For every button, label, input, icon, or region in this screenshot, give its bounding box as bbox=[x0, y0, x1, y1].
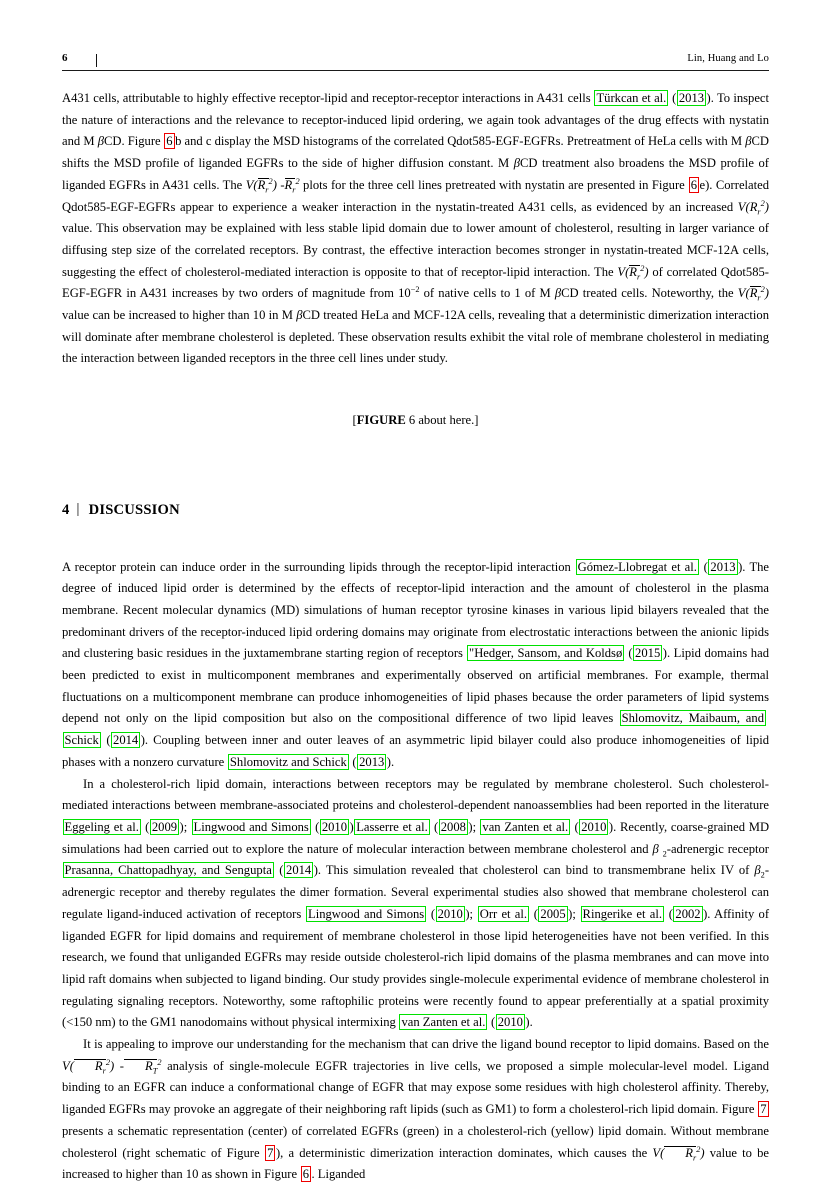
citation-van-zanten-year[interactable]: 2010 bbox=[581, 819, 607, 834]
section-separator: | bbox=[76, 500, 80, 517]
citation-eggeling-year[interactable]: 2009 bbox=[151, 819, 178, 834]
paragraph-discussion-2: In a cholesterol-rich lipid domain, interactions between receptors may be regulated by membrane cholesterol. Such cholesterol-mediated interactions between membrane-associated proteins and cholesterol-dependent nanoassemblies had been reported in the literature Eggeling et al. ( 2009 ); Lingwood and Simons ( 2010 ) Lasserre et al. ( 2008 ); van Zanten et al. ( 2010 ). Recently, coarse-grained MD simulations had been carried out to explore the nature of molecular interaction between membrane cholesterol and β $_2$-adrenergic receptor Prasanna, Chattopadhyay, and Sengupta ( 2014 ). This simulation revealed that cholesterol can bind to transmembrane helix IV of $\beta_2$-adrenergic receptor and thereby regulates the dimer formation. Several experimental studies also showed that membrane cholesterol can regulate ligand-induced activation of receptors Lingwood and Simons ( 2010 ); Orr et al. ( 2005 ); Ringerike et al. ( 2002 ). Affinity of liganded EGFR for lipid domains and requirement of membrane cholesterol in those lipid heterogeneities have not been verified. In this research, we found that unliganded EGFRs may reside outside cholesterol-rich lipid domains of the plasma membranes and can move into lipid raft domains when subjected to ligand binding. Our study provides single-molecule experimental evidence of membrane cholesterol in regulating signaling receptors. Noteworthy, some raftophilic proteins were recently found to appear preferentially at a spatial proximity (<150 nm) to the GM1 nanodomains without physical intermixing van Zanten et al. ( 2010 ). bbox=[62, 776, 770, 1030]
text-run: . Liganded bbox=[311, 1167, 366, 1182]
math-exp-2: 2 bbox=[157, 1057, 162, 1067]
text-run: CD treatment also broadens the MSD profile of liganded EGFRs in A431 cells. The bbox=[62, 156, 770, 192]
page-number: 6 bbox=[62, 52, 68, 64]
text-run: ; bbox=[572, 906, 581, 921]
citation-prasanna-author[interactable]: Prasanna, Chattopadhyay, and Sengupta bbox=[64, 863, 272, 878]
math-exp-2: 2 bbox=[295, 176, 300, 186]
citation-lingwood-simons-2-year[interactable]: 2010 bbox=[437, 906, 463, 921]
math-R: R bbox=[749, 286, 758, 301]
citation-turkcan-author[interactable]: Türkcan et al. bbox=[596, 91, 667, 105]
text-run: A receptor protein can induce order in the surrounding lipids through the receptor-lipid interaction bbox=[62, 559, 576, 574]
citation-gomez-llobregat-author[interactable]: Gómez-Llobregat et al. bbox=[577, 559, 697, 574]
math-variance-expression: $V(R_r^2)$ bbox=[737, 198, 769, 217]
text-run: CD. Figure bbox=[103, 134, 164, 149]
math-R-overbar bbox=[749, 286, 761, 303]
math-R-overbar bbox=[257, 177, 269, 195]
math-R-overbar bbox=[629, 264, 641, 282]
math-variance-expression: $V(R_r^2)$ bbox=[737, 285, 769, 303]
greek-beta: β bbox=[754, 863, 761, 878]
greek-beta: β bbox=[296, 308, 303, 323]
math-power-ten bbox=[398, 286, 419, 300]
text-run: . bbox=[390, 754, 395, 769]
text-run: In a cholesterol-rich lipid domain, interactions between receptors may be regulated by membrane cholesterol. Such cholesterol-mediated interactions between membrane-associated proteins and cholesterol-dependent nanoassemblies had been reported in the literature bbox=[62, 776, 769, 813]
text-run: presents a schematic representation (center) of correlated EGFRs (green) in a cholesterol-rich (yellow) lipid domain. Without membrane cholesterol (right schematic of Figure bbox=[62, 1123, 769, 1160]
figure-ref-6b[interactable]: 6 bbox=[166, 134, 173, 149]
text-run: value. This observation may be explained with less stable lipid domain due to lower amount of cholesterol, resulting in larger variance of diffusing step size of the correlated receptors. By contrast, the effective interaction becomes stronger in nystatin-treated MCF-12A cells, suggesting the effect of cholesterol-mediated interaction is opposite to that of receptor-lipid interaction. The bbox=[62, 221, 769, 279]
text-run: CD shifts the MSD profile of liganded EGFRs to the side of higher diffusion constant. M bbox=[62, 134, 769, 171]
header-divider-bar bbox=[96, 54, 97, 67]
citation-van-zanten-author[interactable]: van Zanten et al. bbox=[482, 819, 569, 834]
math-sub-T: T bbox=[152, 1066, 158, 1076]
figure-ref-6f[interactable]: 6 bbox=[302, 1167, 309, 1182]
greek-beta: β bbox=[745, 134, 752, 149]
citation-lasserre-year[interactable]: 2008 bbox=[440, 819, 466, 834]
math-exp-2: 2 bbox=[105, 1057, 110, 1067]
beta-subscript-2: 2 bbox=[760, 870, 765, 880]
math-R: R bbox=[145, 1058, 153, 1073]
math-variance-expression: $V(R_r^2)$ bbox=[617, 263, 649, 282]
math-R: R bbox=[94, 1058, 103, 1073]
running-title: Lin, Huang and Lo bbox=[687, 53, 769, 64]
math-sub-r: r bbox=[265, 185, 269, 195]
citation-ringerike-author[interactable]: Ringerike et al. bbox=[582, 906, 662, 921]
text-run: It is appealing to improve our understanding for the mechanism that can drive the ligand bound receptor to lipid domains. Based on the bbox=[83, 1037, 769, 1052]
citation-eggeling-author[interactable]: Eggeling et al. bbox=[64, 819, 139, 834]
math-exp-2: 2 bbox=[760, 285, 765, 295]
text-run: . The degree of induced lipid order is determined by the effects of receptor-lipid interaction and the amount of cholesterol in the plasma membrane. Recent molecular dynamics (MD) simulations of human receptor tyrosine kinases in various lipid bilayers revealed that the predominant drivers of the receptor-induced lipid ordering domains may originate from electrostatic interactions between the anionic lipids and clustering basic residues in the juxtamembrane starting region of receptors bbox=[62, 559, 770, 661]
text-run: value to be increased to higher than 10 as shown in Figure bbox=[62, 1145, 769, 1182]
figure-ref-6e[interactable]: 6 bbox=[690, 177, 697, 192]
text-run: -adrenergic receptor and thereby regulates the dimer formation. Several experimental studies also showed that membrane cholesterol can regulate ligand-induced activation of receptors bbox=[62, 863, 770, 921]
math-sub-r: r bbox=[636, 272, 641, 282]
math-variance-expression: V( $R_r^2) - R_T^2$ bbox=[62, 1057, 162, 1076]
text-run: . Recently, coarse-grained MD simulations had been carried out to explore the nature of molecular interaction between membrane cholesterol and bbox=[62, 819, 770, 856]
text-run: e). Correlated Qdot585-EGF-EGFRs appear to experience a weaker interaction in the nystatin-treated A431 cells, as evidenced by an increased bbox=[62, 177, 770, 214]
figure-placement-note bbox=[62, 410, 769, 432]
section-heading-discussion bbox=[62, 500, 769, 522]
text-run: 6 about here.] bbox=[405, 413, 479, 428]
math-V: V bbox=[617, 264, 626, 279]
math-exp-2: 2 bbox=[640, 263, 645, 273]
greek-beta: β bbox=[652, 841, 659, 856]
math-exp-neg2: −2 bbox=[410, 285, 420, 295]
citation-lingwood-simons-2-author[interactable]: Lingwood and Simons bbox=[308, 906, 425, 921]
math-V: V bbox=[62, 1058, 70, 1073]
text-run: CD treated HeLa and MCF-12A cells, revealing that a deterministic dimerization interaction will dominate after membrane cholesterol is depleted. These observation results exhibit the vital role of membrane cholesterol in mediating the interaction between liganded receptors in the three cell lines under study. bbox=[62, 308, 769, 366]
text-run: ; bbox=[469, 906, 478, 921]
math-R: R bbox=[629, 264, 637, 279]
citation-orr-year[interactable]: 2005 bbox=[540, 906, 566, 921]
citation-shlomovitz-maibaum-schick-year[interactable]: 2014 bbox=[113, 733, 139, 748]
math-ten: 10 bbox=[398, 286, 411, 301]
citation-turkcan-year[interactable]: 2013 bbox=[678, 91, 705, 105]
text-run: . bbox=[529, 1015, 533, 1030]
citation-van-zanten-2-year[interactable]: 2010 bbox=[497, 1015, 523, 1030]
citation-orr-author[interactable]: Orr et al. bbox=[479, 906, 527, 921]
math-minus: - bbox=[119, 1058, 124, 1073]
math-sub-r: r bbox=[693, 1153, 697, 1163]
citation-lingwood-simons-author[interactable]: Lingwood and Simons bbox=[193, 819, 309, 834]
text-run: ; bbox=[183, 819, 192, 834]
citation-shlomovitz-schick-author[interactable]: Shlomovitz and Schick bbox=[229, 754, 347, 769]
greek-beta: β bbox=[97, 134, 104, 149]
section-title: DISCUSSION bbox=[88, 501, 180, 518]
citation-lasserre-author[interactable]: Lasserre et al. bbox=[356, 819, 428, 834]
citation-shlomovitz-schick-year[interactable]: 2013 bbox=[359, 754, 385, 769]
citation-gomez-llobregat-year[interactable]: 2013 bbox=[710, 559, 736, 574]
citation-lingwood-simons-year[interactable]: 2010 bbox=[321, 819, 347, 834]
text-run: b and c display the MSD histograms of the correlated Qdot585-EGF-EGFRs. Pretreatment of HeLa cells with M bbox=[175, 134, 746, 149]
math-R: R bbox=[685, 1145, 693, 1160]
math-exp-2: 2 bbox=[696, 1144, 701, 1154]
text-run: of correlated Qdot585-EGF-EGFR in A431 increases by two orders of magnitude from bbox=[62, 264, 770, 301]
math-V: V bbox=[737, 199, 746, 214]
paragraph-discussion-3 bbox=[62, 1034, 769, 1186]
text-run: . Coupling between inner and outer leaves of an asymmetric lipid bilayer could also produce inhomogeneities of lipid phases with a nonzero curvature bbox=[62, 733, 770, 769]
math-V: V bbox=[245, 177, 254, 192]
section-number: 4 bbox=[62, 501, 70, 518]
math-R-overbar bbox=[284, 177, 296, 195]
math-sub-r: r bbox=[292, 185, 296, 195]
text-run: . This simulation revealed that cholesterol can bind to transmembrane helix IV of bbox=[317, 863, 755, 878]
greek-beta: β bbox=[554, 286, 562, 301]
citation-shlomovitz-maibaum-schick-author[interactable]: Shlomovitz, Maibaum, and Schick bbox=[64, 711, 764, 748]
paragraph-results-continued: A431 cells, attributable to highly effective receptor-lipid and receptor-receptor interactions in A431 cells Türkcan et al. ( 2013 ). To inspect the nature of interactions and the relevance to receptor-induced lipid ordering, we again took advantages of the drug effects with nystatin and M βCD. Figure 6 b and c display the MSD histograms of the correlated Qdot585-EGF-EGFRs. Pretreatment of HeLa cells with M βCD shifts the MSD profile of liganded EGFRs to the side of higher diffusion constant. M βCD treatment also broadens the MSD profile of liganded EGFRs in A431 cells. The $V(R_r^2)$ $-R_r^2$ plots for the three cell lines pretreated with nystatin are presented in Figure 6 e). Correlated Qdot585-EGF-EGFRs appear to experience a weaker interaction in the nystatin-treated A431 cells, as evidenced by an increased $V(R_r^2)$ value. This observation may be explained with less stable lipid domain due to lower amount of cholesterol, resulting in larger variance of diffusing step size of the correlated receptors. By contrast, the effective interaction becomes stronger in nystatin-treated MCF-12A cells, suggesting the effect of cholesterol-mediated interaction is opposite to that of receptor-lipid interaction. The $V(R_r^2)$ of correlated Qdot585-EGF-EGFR in A431 increases by two orders of magnitude from $10^{-2}$ of native cells to 1 of M βCD treated cells. Noteworthy, the $V(R_r^2)$ value can be increased to higher than 10 in M βCD treated HeLa and MCF-12A cells, revealing that a deterministic dimerization interaction will dominate after membrane cholesterol is depleted. These observation results exhibit the vital role of membrane cholesterol in mediating the interaction between liganded receptors in the three cell lines under study. bbox=[62, 91, 770, 366]
text-run: [ bbox=[352, 413, 357, 428]
spacer bbox=[62, 432, 769, 500]
math-R: R bbox=[749, 199, 758, 214]
text-run: . Affinity of liganded EGFR for lipid domains and requirement of membrane cholesterol in those lipid heterogeneities have not been verified. In this research, we found that unliganded EGFRs may reside outside cholesterol-rich lipid domains of the plasma membranes and can move into lipid raft domains when subjected to ligand binding. Our study provides single-molecule experimental evidence of membrane cholesterol in regulating signaling receptors. Noteworthy, some raftophilic proteins were recently found to appear preferentially at a spatial proximity (<150 nm) to the GM1 nanodomains without physical intermixing bbox=[62, 906, 770, 1030]
citation-ringerike-year[interactable]: 2002 bbox=[675, 906, 701, 921]
text-run: ), a deterministic dimerization interaction dominates, which causes the bbox=[275, 1145, 653, 1160]
figure-ref-7a[interactable]: 7 bbox=[760, 1102, 767, 1117]
math-exp-2: 2 bbox=[268, 176, 273, 186]
figure-ref-7b[interactable]: 7 bbox=[267, 1145, 274, 1160]
text-run: plots for the three cell lines pretreated with nystatin are presented in Figure bbox=[299, 177, 689, 192]
citation-prasanna-year[interactable]: 2014 bbox=[286, 863, 312, 878]
math-V: V bbox=[737, 286, 746, 301]
citation-hedger-author[interactable]: "Hedger, Sansom, and Koldsø bbox=[469, 646, 623, 661]
math-exp-2: 2 bbox=[760, 198, 765, 208]
math-sub-r: r bbox=[757, 293, 761, 303]
spacer bbox=[62, 522, 769, 557]
math-R-overbar bbox=[74, 1058, 106, 1076]
math-R: R bbox=[257, 177, 266, 192]
math-R-overbar bbox=[124, 1058, 158, 1076]
running-header bbox=[62, 50, 769, 66]
text-run: CD treated cells. Noteworthy, the bbox=[561, 286, 738, 301]
running-header-left bbox=[62, 50, 97, 66]
text-run: ; bbox=[472, 819, 480, 834]
text-run: . Lipid domains had been predicted to exist in multicomponent membranes and experimentally observed on artificial membranes. For example, thermal fluctuations on a multicomponent membrane can produce inhomogeneities of lipid phases because the order parameters of lipid systems depend not only on the lipid composition but also on the compositional difference of two lipid leaves bbox=[62, 646, 769, 726]
figure-note-label: FIGURE bbox=[356, 413, 406, 428]
math-variance-expression: $V(R_r^2)$ $-R_r^2$ bbox=[245, 176, 300, 195]
math-minus: - bbox=[280, 177, 285, 192]
math-V: V bbox=[652, 1145, 661, 1160]
text-column bbox=[62, 88, 769, 1186]
beta-subscript-2: 2 bbox=[662, 849, 667, 859]
header-rule bbox=[62, 70, 769, 71]
math-R: R bbox=[284, 177, 293, 192]
text-run: value can be increased to higher than 10 in M bbox=[62, 308, 297, 323]
greek-beta: β bbox=[513, 156, 520, 171]
text-run: . To inspect the nature of interactions and the relevance to receptor-induced lipid ordering, we again took advantages of the drug effects with nystatin and M bbox=[62, 91, 770, 149]
paragraph-discussion-1: A receptor protein can induce order in the surrounding lipids through the receptor-lipid interaction Gómez-Llobregat et al. ( 2013 ). The degree of induced lipid order is determined by the effects of receptor-lipid interaction and the amount of cholesterol in the plasma membrane. Recent molecular dynamics (MD) simulations of human receptor tyrosine kinases in various lipid bilayers revealed that the predominant drivers of the receptor-induced lipid ordering domains may originate from electrostatic interactions between the anionic lipids and clustering basic residues in the juxtamembrane starting region of receptors "Hedger, Sansom, and Koldsø ( 2015 ). Lipid domains had been predicted to exist in multicomponent membranes and experimentally observed on artificial membranes. For example, thermal fluctuations on a multicomponent membrane can produce inhomogeneities of lipid phases because the order parameters of lipid systems depend not only on the lipid composition but also on the compositional difference of two lipid leaves Shlomovitz, Maibaum, and Schick ( 2014 ). Coupling between inner and outer leaves of an asymmetric lipid bilayer could also produce inhomogeneities of lipid phases with a nonzero curvature Shlomovitz and Schick ( 2013 ). bbox=[62, 559, 770, 769]
text-run: A431 cells, attributable to highly effective receptor-lipid and receptor-receptor interactions in A431 cells bbox=[62, 91, 594, 105]
text-run: analysis of single-molecule EGFR trajectories in live cells, we proposed a simple molecular-level model. Ligand binding to an EGFR can induce a conformational change of EGFR that may expose some residues with high cholesterol affinity. Thereby, liganded EGFRs may provoke an aggregate of their neighboring raft lipids (such as GM1) to form a cholesterol-rich lipid domain. Figure bbox=[62, 1058, 770, 1117]
math-sub-r: r bbox=[757, 207, 761, 217]
text-run: of native cells to 1 of M bbox=[419, 286, 555, 301]
text-run: -adrenergic receptor bbox=[666, 841, 769, 856]
math-sub-r: r bbox=[102, 1066, 106, 1076]
math-variance-expression: V( $R_r^2$) bbox=[652, 1144, 705, 1163]
citation-hedger-year[interactable]: 2015 bbox=[635, 646, 661, 661]
citation-van-zanten-2-author[interactable]: van Zanten et al. bbox=[401, 1015, 486, 1030]
